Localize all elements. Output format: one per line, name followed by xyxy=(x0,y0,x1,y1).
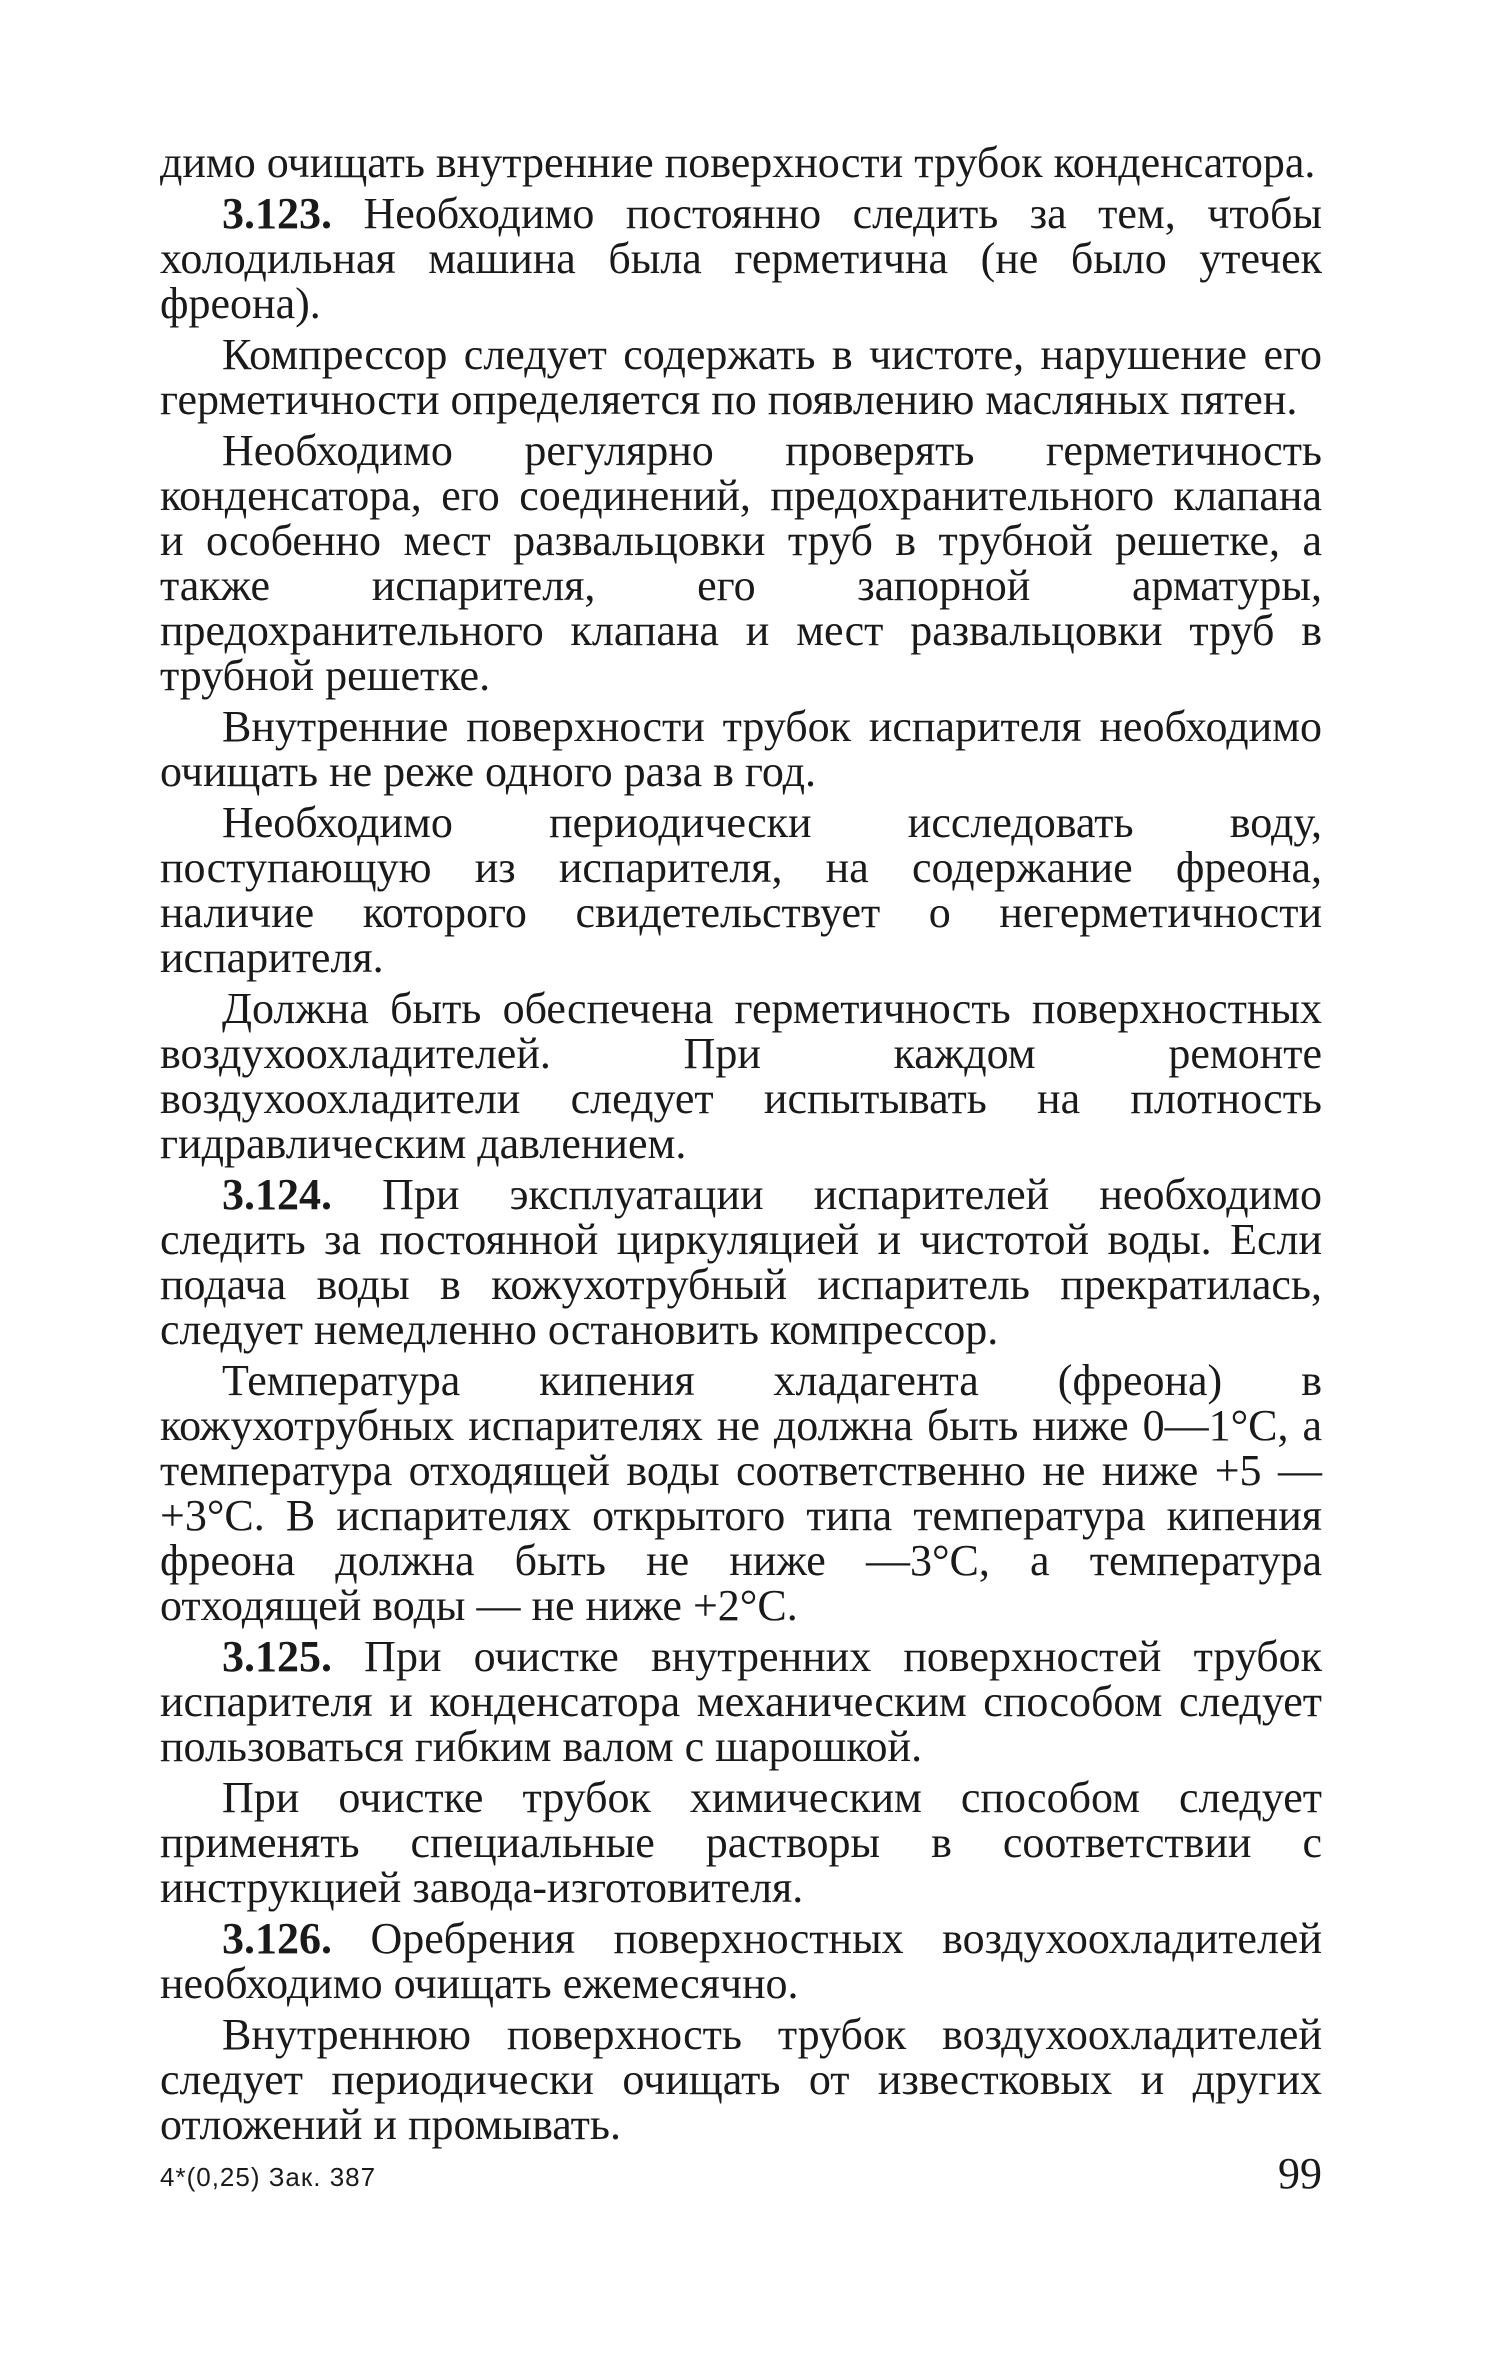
paragraph-9 xyxy=(160,1358,1322,1628)
paragraph-7 xyxy=(160,986,1322,1166)
clause-number: 3.124. xyxy=(222,1170,332,1219)
paragraph-13 xyxy=(160,2012,1322,2147)
paragraph-12 xyxy=(160,1916,1322,2006)
paragraph-3 xyxy=(160,332,1322,422)
paragraph-text: Оребрения поверхностных воздухоохладителей необходимо очищать ежемесячно. xyxy=(160,1914,1322,2008)
clause-number: 3.123. xyxy=(222,189,332,238)
paragraph-8 xyxy=(160,1172,1322,1352)
paragraph-text: димо очищать внутренние поверхности трубок конденсатора. xyxy=(160,138,1316,187)
paragraph-text: При очистке трубок химическим способом следует применять специальные растворы в соответствии с инструкцией завода-изготовителя. xyxy=(160,1773,1322,1912)
paragraph-text: При очистке внутренних поверхностей трубок испарителя и конденсатора механическим способом следует пользоваться гибким валом с шарошкой. xyxy=(160,1632,1322,1771)
paragraph-text: Должна быть обеспечена герметичность поверхностных воздухоохладителей. При каждом ремонте воздухоохладители следует испытывать на плотность гидравлическим давлением. xyxy=(160,984,1322,1168)
clause-number: 3.126. xyxy=(222,1914,332,1963)
paragraph-6 xyxy=(160,800,1322,980)
paragraph-text: Необходимо постоянно следить за тем, чтобы холодильная машина была герметична (не было утечек фреона). xyxy=(160,189,1322,328)
page-number: 99 xyxy=(1278,2149,1322,2198)
paragraph-2 xyxy=(160,191,1322,326)
page-footer xyxy=(160,2148,1322,2208)
paragraph-text: Необходимо регулярно проверять герметичность конденсатора, его соединений, предохранительного клапана и особенно мест развальцовки труб в трубной решетке, а также испарителя, его запорной арматуры, предохранительного клапана и мест развальцовки труб в трубной решетке. xyxy=(160,426,1322,700)
paragraph-5 xyxy=(160,704,1322,794)
paragraph-11 xyxy=(160,1775,1322,1910)
paragraph-text: Внутренние поверхности трубок испарителя необходимо очищать не реже одного раза в год. xyxy=(160,702,1322,796)
paragraph-text: Компрессор следует содержать в чистоте, нарушение его герметичности определяется по появлению масляных пятен. xyxy=(160,330,1322,424)
page-body xyxy=(160,140,1322,2153)
clause-number: 3.125. xyxy=(222,1632,332,1681)
paragraph-text: Внутреннюю поверхность трубок воздухоохладителей следует периодически очищать от известковых и других отложений и промывать. xyxy=(160,2010,1322,2149)
paragraph-text: При эксплуатации испарителей необходимо следить за постоянной циркуляцией и чистотой воды. Если подача воды в кожухотрубный испаритель прекратилась, следует немедленно остановить компрессор. xyxy=(160,1170,1322,1354)
print-info: 4*(0,25) Зак. 387 xyxy=(160,2162,377,2192)
paragraph-1 xyxy=(160,140,1322,185)
paragraph-10 xyxy=(160,1634,1322,1769)
paragraph-4 xyxy=(160,428,1322,698)
paragraph-text: Необходимо периодически исследовать воду, поступающую из испарителя, на содержание фреона, наличие которого свидетельствует о негерметичности испарителя. xyxy=(160,798,1322,982)
paragraph-text: Температура кипения хладагента (фреона) в кожухотрубных испарителях не должна быть ниже 0—1°С, а температура отходящей воды соответственно не ниже +5 — +3°С. В испарителях открытого типа температура кипения фреона должна быть не ниже —3°С, а температура отходящей воды — не ниже +2°С. xyxy=(160,1356,1322,1630)
